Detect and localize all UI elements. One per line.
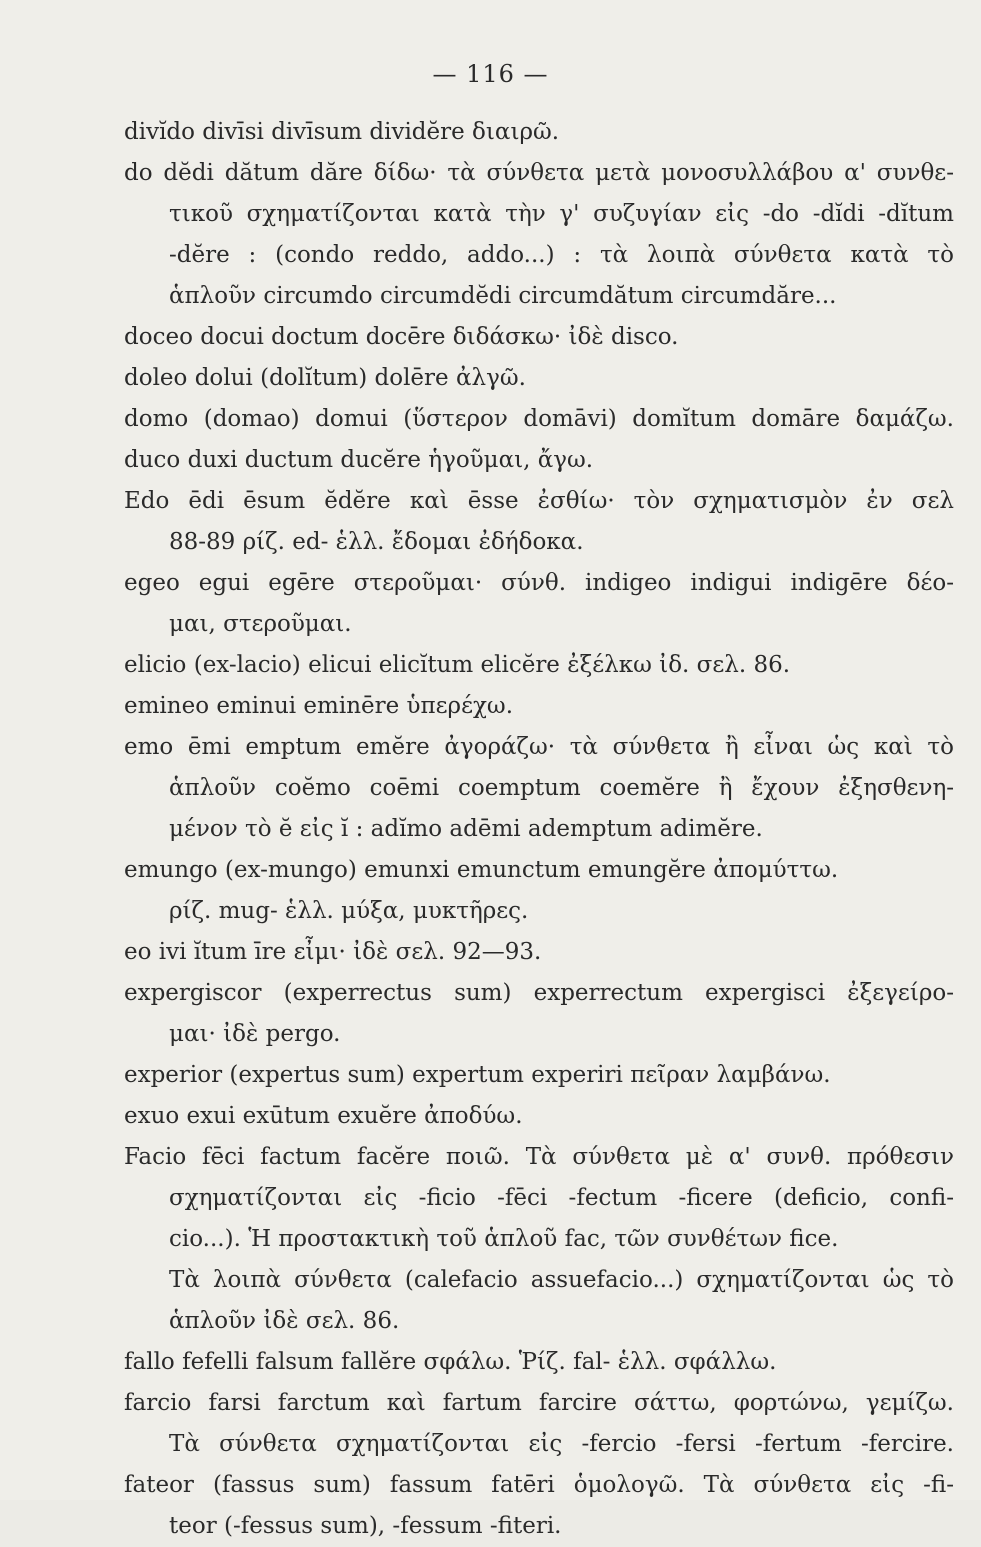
text-line: fallo fefelli falsum fallĕre σφάλω. Ῥίζ. fal- ἑλλ. σφάλλω. [124,1349,777,1375]
text-line: ρίζ. mug- ἑλλ. μύξα, μυκτῆρες. [169,898,529,924]
text-line: do dĕdi dătum dăre δίδω· τὰ σύνθετα μετὰ μονοσυλλάβου α' συνθε- [124,160,954,186]
text-line: eo ivi ĭtum īre εἶμι· ἰδὲ σελ. 92—93. [124,939,542,965]
text-line: experior (expertus sum) expertum experiri πεῖραν λαμβάνω. [124,1062,831,1088]
text-line: τικοῦ σχηματίζονται κατὰ τὴν γ' συζυγίαν εἰς -do -dĭdi -dĭtum [169,201,954,227]
text-line: emineo eminui eminēre ὑπερέχω. [124,693,514,719]
text-line: emungo (ex-mungo) emunxi emunctum emungĕre ἀπομύττω. [124,857,839,883]
text-line: Τὰ λοιπὰ σύνθετα (calefacio assuefacio...) σχηματίζονται ὡς τὸ [169,1267,954,1293]
text-line: expergiscor (experrectus sum) experrectum expergisci ἐξεγείρο- [124,980,954,1006]
text-line: exuo exui exūtum exuĕre ἀποδύω. [124,1103,523,1129]
text-line: divĭdo divīsi divīsum dividĕre διαιρῶ. [124,119,560,145]
text-line: elicio (ex-lacio) elicui elicĭtum elicĕre ἐξέλκω ἰδ. σελ. 86. [124,652,791,678]
text-line: cio...). Ἡ προστακτικὴ τοῦ ἁπλοῦ fac, τῶν συνθέτων fice. [169,1226,839,1252]
text-line: Facio fēci factum facĕre ποιῶ. Τὰ σύνθετα μὲ α' συνθ. πρόθεσιν [124,1144,954,1170]
text-line: Τὰ σύνθετα σχηματίζονται εἰς -fercio -fersi -fertum -fercire. [169,1431,954,1457]
dictionary-text [124,112,954,1547]
text-line: doceo docui doctum docēre διδάσκω· ἰδὲ disco. [124,324,679,350]
text-line: fateor (fassus sum) fassum fatēri ὁμολογῶ. Τὰ σύνθετα εἰς -fi- [124,1472,954,1498]
text-line: Edo ēdi ēsum ĕdĕre καὶ ēsse ἐσθίω· τὸν σχηματισμὸν ἐν σελ [124,488,954,514]
text-line: duco duxi ductum ducĕre ἡγοῦμαι, ἄγω. [124,447,594,473]
text-line: -dĕre : (condo reddo, addo...) : τὰ λοιπὰ σύνθετα κατὰ τὸ [169,242,954,268]
page-number: — 116 — [432,60,549,88]
text-line: ἁπλοῦν ἰδὲ σελ. 86. [169,1308,400,1334]
text-line: doleo dolui (dolĭtum) dolēre ἀλγῶ. [124,365,526,391]
text-line: farcio farsi farctum καὶ fartum farcire σάττω, φορτώνω, γεμίζω. [124,1390,954,1416]
text-line: egeo egui egēre στεροῦμαι· σύνθ. indigeo indigui indigēre δέο- [124,570,954,596]
text-line: emo ēmi emptum emĕre ἀγοράζω· τὰ σύνθετα ἢ εἶναι ὡς καὶ τὸ [124,734,954,760]
text-line: ἁπλοῦν coĕmo coēmi coemptum coemĕre ἢ ἔχουν ἐξησθενη- [169,775,954,801]
text-line: domo (domao) domui (ὕστερον domāvi) domĭtum domāre δαμάζω. [124,406,954,432]
text-line: ἁπλοῦν circumdo circumdĕdi circumdătum circumdăre... [169,283,837,309]
text-line: σχηματίζονται εἰς -ficio -fēci -fectum -ficere (deficio, confi- [169,1185,954,1211]
text-line: μένον τὸ ĕ εἰς ĭ : adĭmo adēmi ademptum adimĕre. [169,816,763,842]
text-line: teor (-fessus sum), -fessum -fiteri. [169,1513,562,1539]
text-line: μαι· ἰδὲ pergo. [169,1021,341,1047]
text-line: 88-89 ρίζ. ed- ἑλλ. ἔδομαι ἐδήδοκα. [169,529,584,555]
text-line: μαι, στεροῦμαι. [169,611,352,637]
